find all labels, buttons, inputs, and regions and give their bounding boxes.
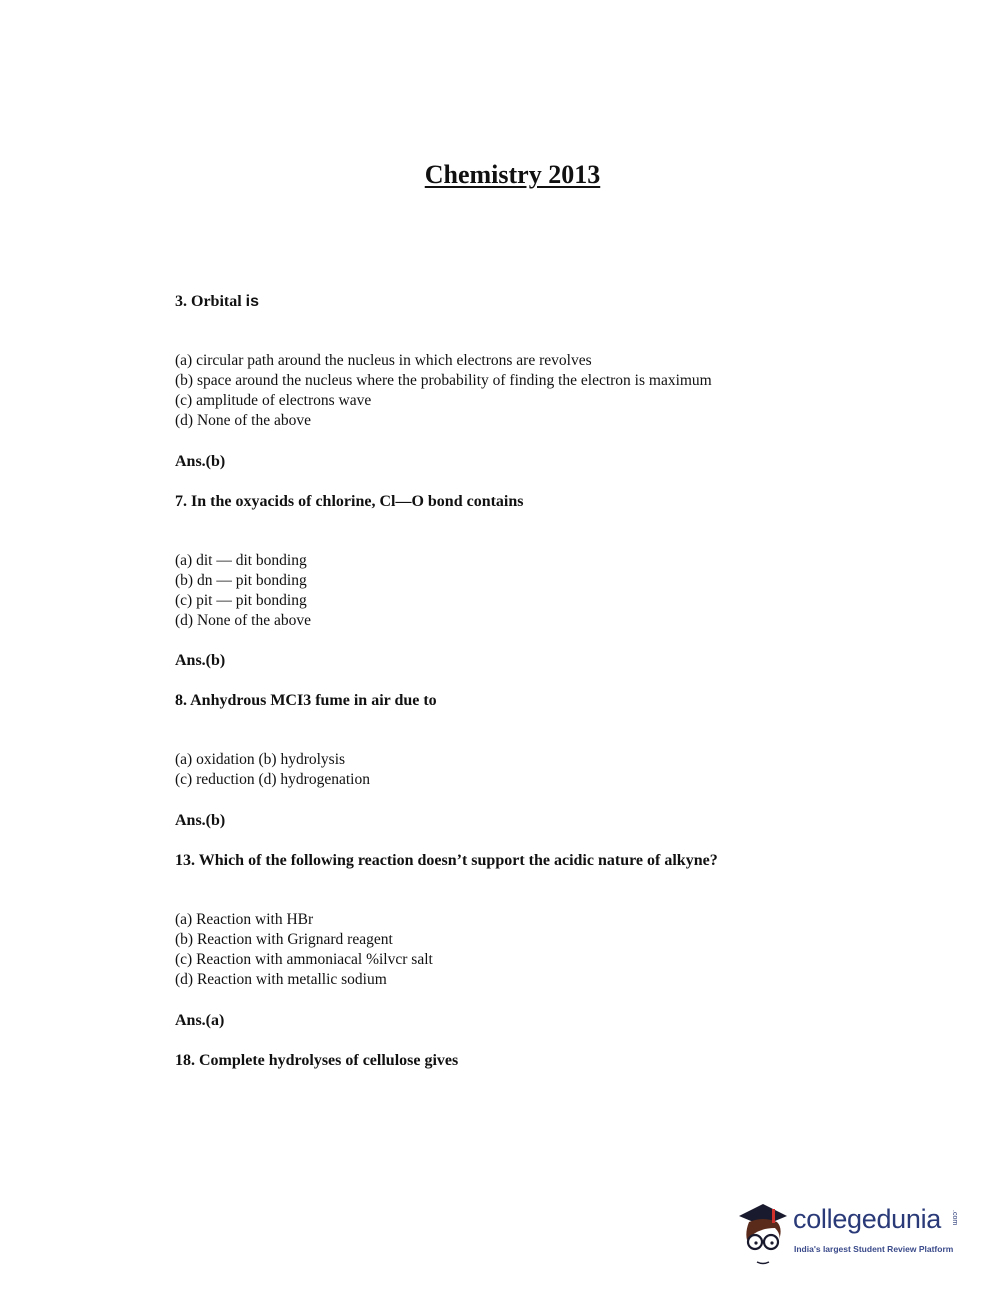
option-c: (c) pit — pit bonding: [175, 592, 307, 609]
option-b: (b) Reaction with Grignard reagent: [175, 931, 393, 948]
question-text: 18. Complete hydrolyses of cellulose gives: [175, 1052, 459, 1069]
question-8: [175, 691, 875, 711]
option-ab: (a) oxidation (b) hydrolysis: [175, 751, 346, 768]
question-8-answer: Ans.(b): [175, 812, 226, 829]
mascot-icon: [735, 1198, 795, 1268]
question-text: 7. In the oxyacids of chlorine, Cl—O bond contains: [175, 493, 524, 510]
option-b: (b) dn — pit bonding: [175, 572, 307, 589]
option-d: (d) Reaction with metallic sodium: [175, 971, 387, 988]
option-a: (a) circular path around the nucleus in which electrons are revolves: [175, 352, 592, 369]
option-a: (a) Reaction with HBr: [175, 911, 314, 928]
question-8-options: [175, 750, 875, 790]
option-a: (a) dit — dit bonding: [175, 552, 307, 569]
option-c: (c) Reaction with ammoniacal %ilvcr salt: [175, 951, 433, 968]
logo-brand: collegedunia: [793, 1204, 942, 1234]
option-d: (d) None of the above: [175, 412, 312, 429]
question-13-answer: Ans.(a): [175, 1012, 225, 1029]
logo-domain: .com: [951, 1210, 958, 1226]
option-d: (d) None of the above: [175, 612, 312, 629]
question-text: 8. Anhydrous MCI3 fume in air due to: [175, 692, 437, 709]
collegedunia-logo: [735, 1198, 965, 1268]
logo-tagline: India's largest Student Review Platform: [794, 1244, 954, 1254]
question-7-options: [175, 551, 875, 631]
option-c: (c) amplitude of electrons wave: [175, 392, 372, 409]
question-13-options: [175, 910, 875, 990]
question-13: [175, 851, 875, 871]
question-3-answer: Ans.(b): [175, 453, 226, 470]
option-cd: (c) reduction (d) hydrogenation: [175, 771, 370, 788]
question-3: [175, 292, 875, 312]
question-7-answer: Ans.(b): [175, 652, 226, 669]
question-7: [175, 492, 875, 512]
question-text: 3. Orbital is: [175, 293, 260, 310]
question-18: [175, 1051, 875, 1071]
page-title: Chemistry 2013: [424, 160, 601, 189]
question-text: 13. Which of the following reaction doesn’t support the acidic nature of alkyne?: [175, 852, 718, 869]
option-b: (b) space around the nucleus where the probability of finding the electron is maximum: [175, 372, 712, 389]
question-3-options: [175, 351, 875, 431]
